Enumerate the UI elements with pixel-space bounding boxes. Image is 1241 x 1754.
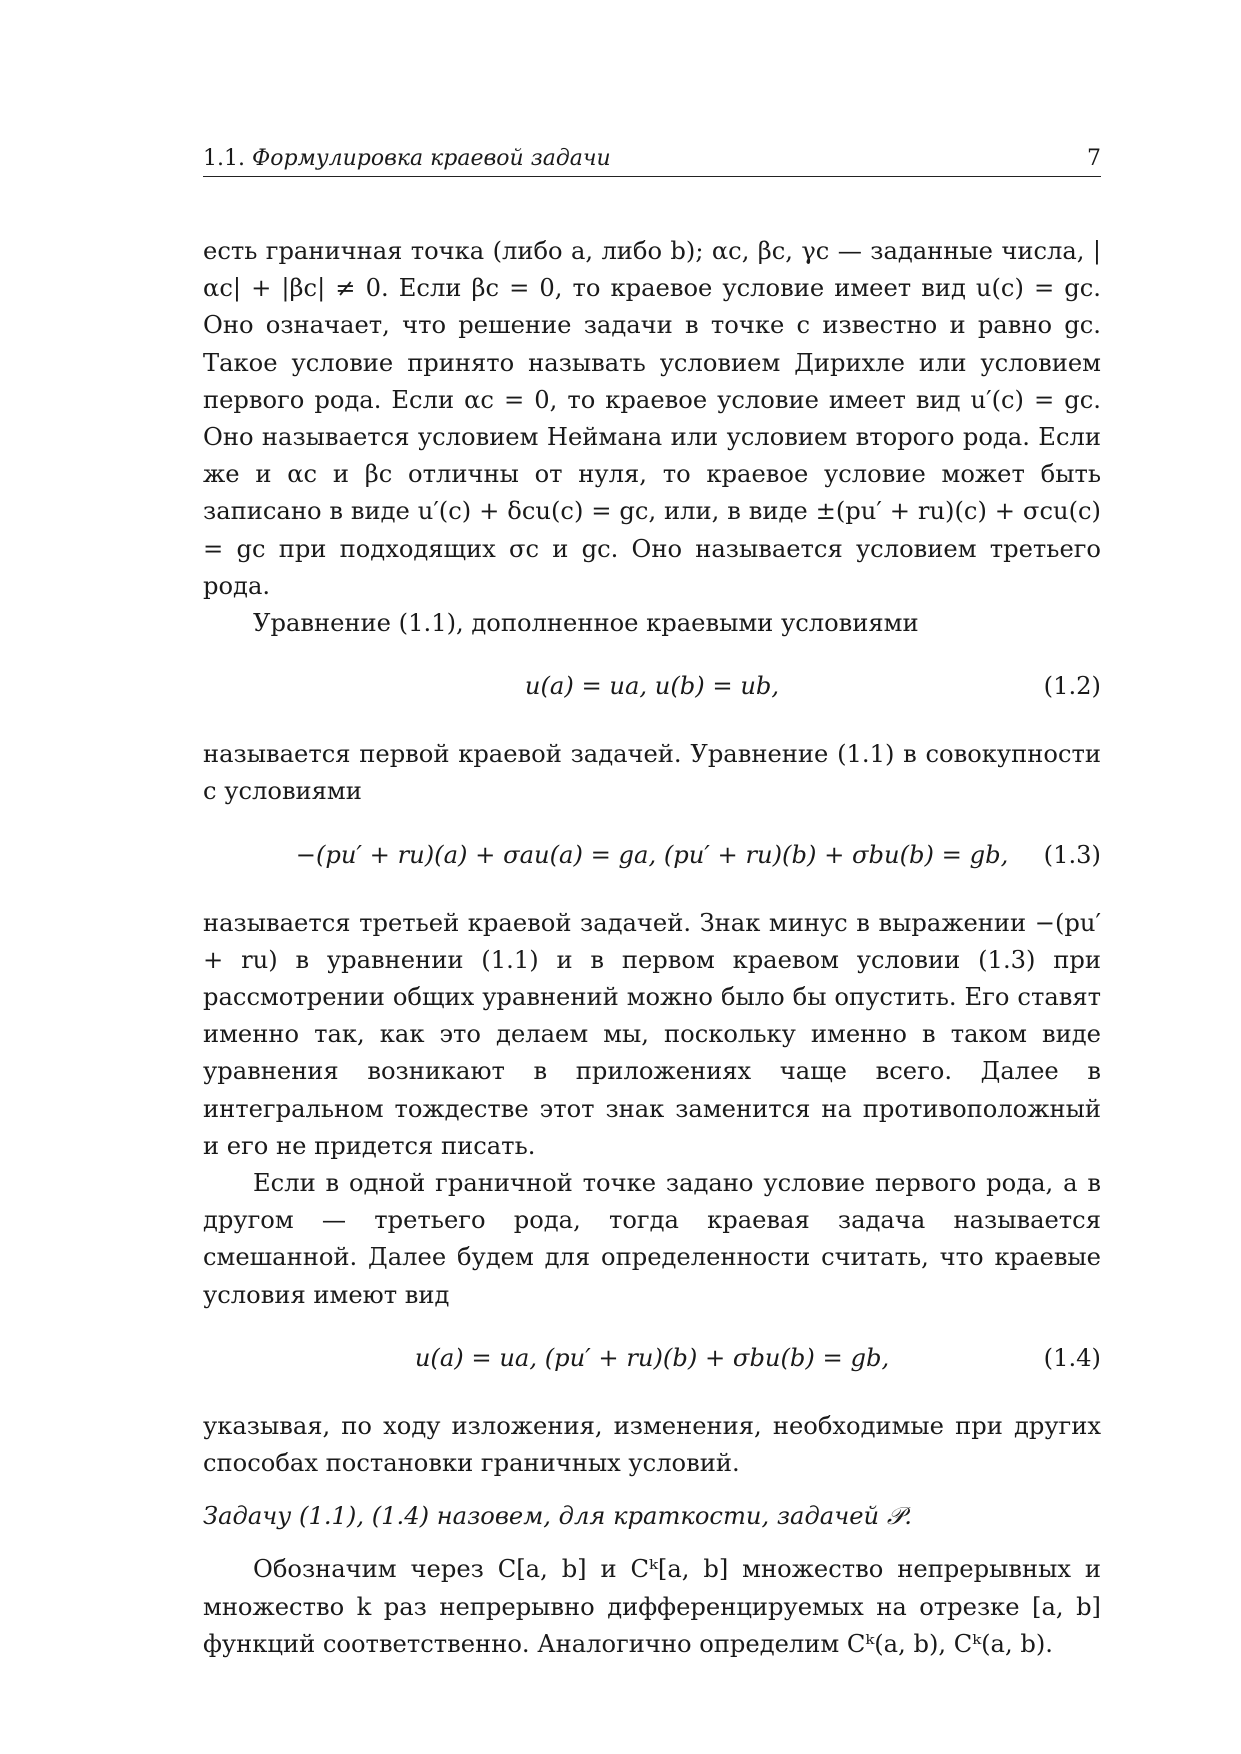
equation-1-4-formula: u(a) = ua, (pu′ + ru)(b) + σbu(b) = gb, bbox=[414, 1343, 890, 1372]
paragraph-first-problem: называется первой краевой задачей. Уравнение (1.1) в совокупности с условиями bbox=[203, 740, 1101, 806]
equation-1-3-number: (1.3) bbox=[1043, 840, 1101, 869]
definition-problem-p: Задачу (1.1), (1.4) назовем, для краткости, задачей 𝒫. bbox=[203, 1502, 912, 1531]
paragraph-mixed-problem: Если в одной граничной точке задано условие первого рода, а в другом — третьего рода, тогда краевая задача называется смешанной. Далее будем для определенности считать, что краевые условия имеют вид bbox=[203, 1169, 1101, 1309]
section-number: 1.1. bbox=[203, 146, 245, 171]
paragraph-equation-intro: Уравнение (1.1), дополненное краевыми условиями bbox=[253, 609, 919, 638]
running-header bbox=[203, 146, 1101, 177]
paragraph-third-problem: называется третьей краевой задачей. Знак минус в выражении −(pu′ + ru) в уравнении (1.1) и в первом краевом условии (1.3) при рассмотрении общих уравнений можно было бы опустить. Его ставят именно так, как это делаем мы, поскольку именно в таком виде уравнения возникают в приложениях чаще всего. Далее в интегральном тождестве этот знак заменится на противоположный и его не придется писать. bbox=[203, 908, 1101, 1160]
equation-1-2-formula: u(a) = ua, u(b) = ub, bbox=[524, 672, 780, 701]
paragraph-boundary-types: есть граничная точка (либо a, либо b); αc, βc, γc — заданные числа, |αc| + |βc| ≠ 0. Если βc = 0, то краевое условие имеет вид u(c) = gc. Оно означает, что решение задачи в точке c известно и равно gc. Такое условие принято называть условием Дирихле или условием первого рода. Если αc = 0, то краевое условие имеет вид u′(c) = gc. Оно называется условием Неймана или условием второго рода. Если же и αc и βc отличны от нуля, то краевое условие может быть записано в виде u′(c) + δcu(c) = gc, или, в виде ±(pu′ + ru)(c) + σcu(c) = gc при подходящих σc и gc. Оно называется условием третьего рода. bbox=[203, 237, 1101, 600]
page-body bbox=[203, 233, 1101, 1663]
equation-1-4 bbox=[203, 1340, 1101, 1377]
paragraph-remarks: указывая, по ходу изложения, изменения, необходимые при других способах постановки граничных условий. bbox=[203, 1411, 1101, 1478]
equation-1-3-formula: −(pu′ + ru)(a) + σau(a) = ga, (pu′ + ru)(b) + σbu(b) = gb, bbox=[295, 840, 1009, 869]
equation-1-3 bbox=[203, 837, 1101, 874]
section-title: Формулировка краевой задачи bbox=[251, 146, 611, 171]
equation-1-2-number: (1.2) bbox=[1043, 672, 1101, 701]
paragraph-function-spaces: Обозначим через C[a, b] и Cᵏ[a, b] множество непрерывных и множество k раз непрерывно дифференцируемых на отрезке [a, b] функций соответственно. Аналогично определим Cᵏ(a, b), Cᵏ(a, b). bbox=[203, 1555, 1101, 1658]
section-heading bbox=[203, 146, 611, 172]
equation-1-2 bbox=[203, 668, 1101, 705]
page-number: 7 bbox=[1087, 146, 1101, 171]
equation-1-4-number: (1.4) bbox=[1043, 1343, 1101, 1372]
